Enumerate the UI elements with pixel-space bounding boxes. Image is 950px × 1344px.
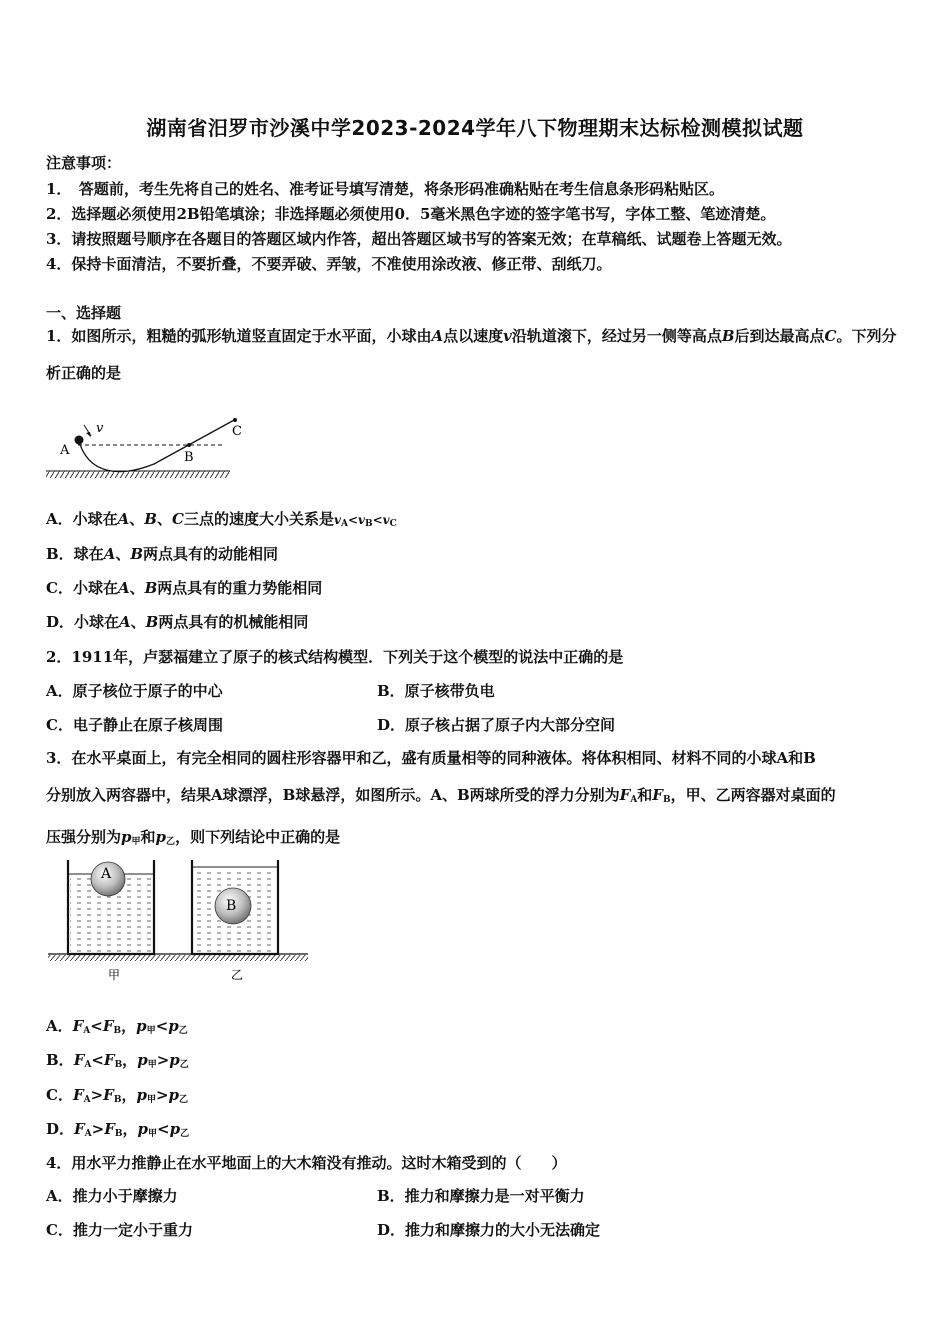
- q3-containers-figure: [46, 852, 310, 988]
- q1-stem: 1．如图所示，粗糙的弧形轨道竖直固定于水平面，小球由A点以速度v沿轨道滚下，经过另一侧等高点B后到达最高点C。下列分析正确的是: [46, 327, 897, 382]
- ball-at-a: [75, 436, 84, 445]
- notice-item-2: 2．选择题必须使用2B铅笔填涂；非选择题必须使用0．5毫米黑色字迹的签字笔书写，字体工整、笔迹清楚。: [46, 205, 776, 223]
- q3-option-c[interactable]: C．$F_A>F_B$，$p_甲>p_乙$: [46, 1086, 189, 1105]
- label-a: A: [60, 443, 70, 458]
- notice-item-4: 4．保持卡面清洁，不要折叠，不要弄破、弄皱，不准使用涂改液、修正带、刮纸刀。: [46, 255, 612, 273]
- point-c: [233, 418, 237, 422]
- q1-option-c[interactable]: C．小球在A、B两点具有的重力势能相同: [46, 579, 323, 597]
- q3-stem: 3．在水平桌面上，有完全相同的圆柱形容器甲和乙，盛有质量相等的同种液体。将体积相同、材料不同的小球A和B 分别放入两容器中，结果A球漂浮，B球悬浮，如图所示。A、B两球所受的浮力分别为$F_A$和$F_B$，甲、乙两容器对桌面的 压强分别为$p_甲$和$p_乙$，则下列结论中正确的是: [46, 749, 836, 847]
- q3-option-d[interactable]: D．$F_A>F_B$，$p_甲<p_乙$: [46, 1120, 190, 1139]
- label-b: B: [184, 450, 194, 465]
- notice-heading: 注意事项：: [46, 154, 122, 172]
- q3-option-b[interactable]: B．$F_A<F_B$，$p_甲>p_乙$: [46, 1051, 189, 1070]
- page-title: 湖南省汨罗市沙溪中学2023-2024学年八下物理期末达标检测模拟试题: [146, 116, 804, 140]
- q4-stem: 4．用水平力推静止在水平地面上的大木箱没有推动。这时木箱受到的（ ）: [46, 1154, 567, 1172]
- q2-option-d[interactable]: D．原子核占据了原子内大部分空间: [377, 716, 616, 734]
- notice-item-1: 1． 答题前，考生先将自己的姓名、准考证号填写清楚，将条形码准确粘贴在考生信息条形码粘贴区。: [46, 180, 724, 198]
- q2-option-c[interactable]: C．电子静止在原子核周围: [46, 716, 223, 734]
- velocity-arrowhead: [86, 432, 91, 437]
- label-c: C: [232, 424, 242, 439]
- q4-option-c[interactable]: C．推力一定小于重力: [46, 1221, 193, 1239]
- q1-option-a[interactable]: A．小球在A、B、C三点的速度大小关系是$v_A<v_B<v_C$: [46, 510, 397, 529]
- q1-track-figure: [44, 408, 254, 486]
- q1-option-d[interactable]: D．小球在A、B两点具有的机械能相同: [46, 613, 309, 631]
- q4-option-d[interactable]: D．推力和摩擦力的大小无法确定: [377, 1221, 601, 1239]
- ball-b-label: B: [226, 898, 237, 914]
- ball-a-label: A: [101, 866, 112, 882]
- label-v: v: [96, 421, 104, 436]
- section-heading: 一、选择题: [46, 304, 122, 322]
- table-hatching: [48, 955, 308, 961]
- q2-option-b[interactable]: B．原子核带负电: [377, 682, 495, 700]
- label-jia: 甲: [108, 968, 121, 982]
- label-yi: 乙: [231, 968, 244, 982]
- notice-item-3: 3．请按照题号顺序在各题目的答题区域内作答，超出答题区域书写的答案无效；在草稿纸、试题卷上答题无效。: [46, 230, 792, 248]
- ground-hatching: [46, 471, 230, 478]
- q1-option-b[interactable]: B．球在A、B两点具有的动能相同: [46, 545, 279, 563]
- q4-option-a[interactable]: A．推力小于摩擦力: [46, 1187, 178, 1205]
- q3-option-a[interactable]: A．$F_A<F_B$，$p_甲<p_乙$: [46, 1017, 188, 1036]
- q2-option-a[interactable]: A．原子核位于原子的中心: [46, 682, 223, 700]
- q4-option-b[interactable]: B．推力和摩擦力是一对平衡力: [377, 1187, 585, 1205]
- point-b: [187, 443, 191, 447]
- q2-stem: 2．1911年，卢瑟福建立了原子的核式结构模型．下列关于这个模型的说法中正确的是: [46, 648, 624, 666]
